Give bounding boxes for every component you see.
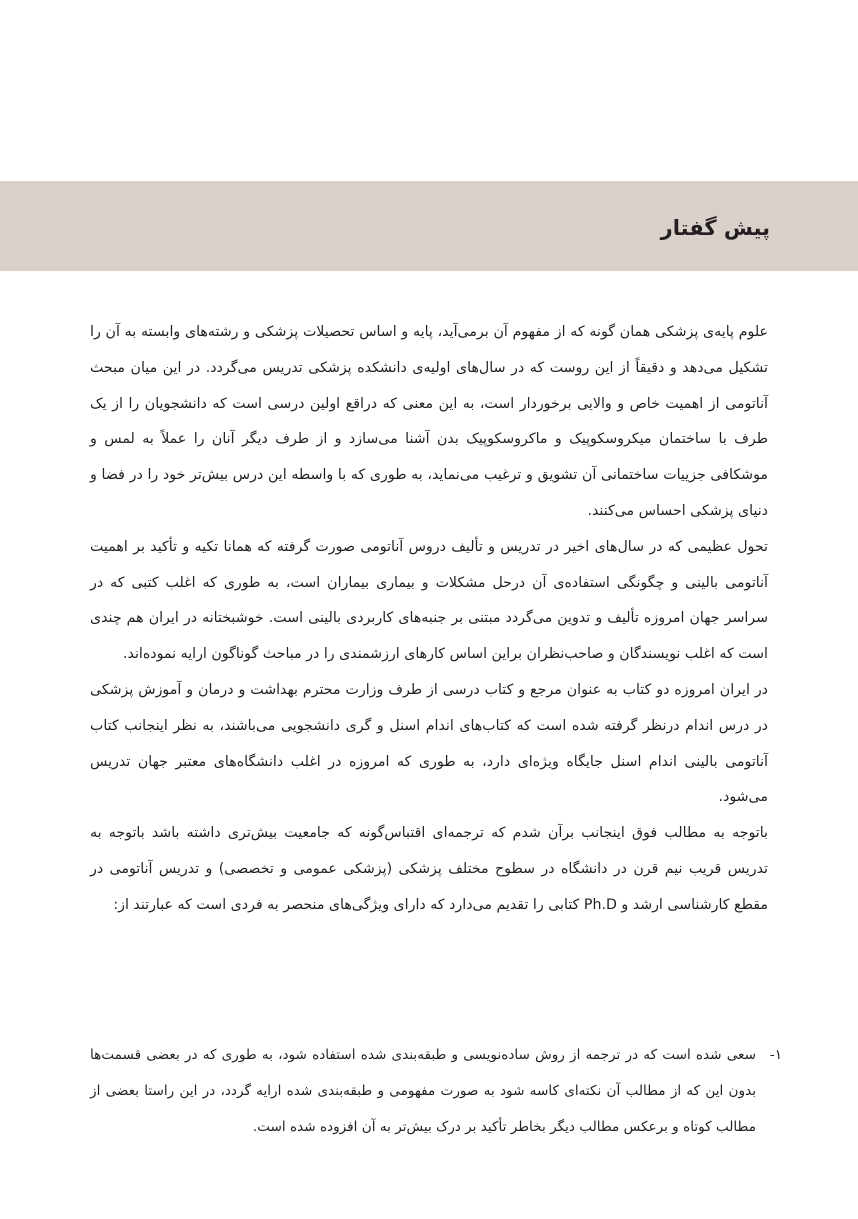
body-text <box>90 315 768 924</box>
paragraph-intro: علوم پایه‌ی پزشکی همان گونه که از مفهوم آن برمی‌آید، پایه و اساس تحصیلات پزشکی و رشته‌های وابسته به آن را تشکیل می‌دهد و دقیقاً از این روست که در سال‌های اولیه‌ی دانشکده پزشکی تدریس می‌گردد. در این میان مبحث آناتومی از اهمیت خاص و والایی برخوردار است، به این معنی که دراقع اولین درسی است که دانشجویان را از یک طرف با ساختمان میکروسکوپیک و ماکروسکوپیک بدن آشنا می‌سازد و از طرف دیگر آنان را عملاً به لمس و موشکافی جزییات ساختمانی آن تشویق و ترغیب می‌نماید، به طوری که با واسطه این درس بیش‌تر خود را در فضا و دنیای پزشکی احساس می‌کنند. <box>90 324 768 519</box>
paragraph-reference-books: در ایران امروزه دو کتاب به عنوان مرجع و کتاب درسی از طرف وزارت محترم بهداشت و درمان و آموزش پزشکی در درس اندام درنظر گرفته شده است که کتاب‌های اندام اسنل و گری دانشجویی می‌باشند، به نظر اینجانب کتاب آناتومی بالینی اندام اسنل جایگاه ویژه‌ای دارد، به طوری که امروزه در اغلب دانشگاه‌های معتبر جهان تدریس می‌شود. <box>90 681 768 806</box>
list-item-text: سعی شده است که در ترجمه از روش ساده‌نویسی و طبقه‌بندی شده استفاده شود، به طوری که در بعضی قسمت‌ها بدون این که از مطالب آن نکته‌ای کاسه شود به صورت مفهومی و طبقه‌بندی شده ارایه گردد، در این راستا بعضی از مطالب کوتاه و برعکس مطالب دیگر بخاطر تأکید بر درک بیش‌تر به آن افزوده شده است. <box>90 1047 756 1135</box>
paragraph-features-intro: باتوجه به مطالب فوق اینجانب برآن شدم که ترجمه‌ای اقتباس‌گونه که جامعیت بیش‌تری داشته باشد باتوجه به تدریس قریب نیم قرن در دانشگاه در سطوح مختلف پزشکی (پزشکی عمومی و تخصصی) و تدریس آناتومی در مقطع کارشناسی ارشد و Ph.D کتابی را تقدیم می‌دارد که دارای ویژگی‌های منحصر به فردی است که عبارتند از: <box>90 825 768 913</box>
list-item <box>90 1037 782 1145</box>
page-title: پیش گفتار <box>660 216 770 240</box>
paragraph-clinical-anatomy: تحول عظیمی که در سال‌های اخیر در تدریس و تألیف دروس آناتومی صورت گرفته که همانا تکیه و تأکید بر اهمیت آناتومی بالینی و چگونگی استفاده‌ی آن درحل مشکلات و بیماری بیماران است، به طوری که اغلب کتبی که در سراسر جهان امروزه تألیف و تدوین می‌گردد مبتنی بر جنبه‌های کاربردی بالینی است. خوشبختانه در ایران هم چندی است که اغلب نویسندگان و صاحب‌نظران براین اساس کارهای ارزشمندی را در مباحث گوناگون ارایه نموده‌اند. <box>90 538 768 663</box>
list-item-marker: ۱- <box>769 1047 782 1063</box>
features-list <box>90 1037 782 1145</box>
